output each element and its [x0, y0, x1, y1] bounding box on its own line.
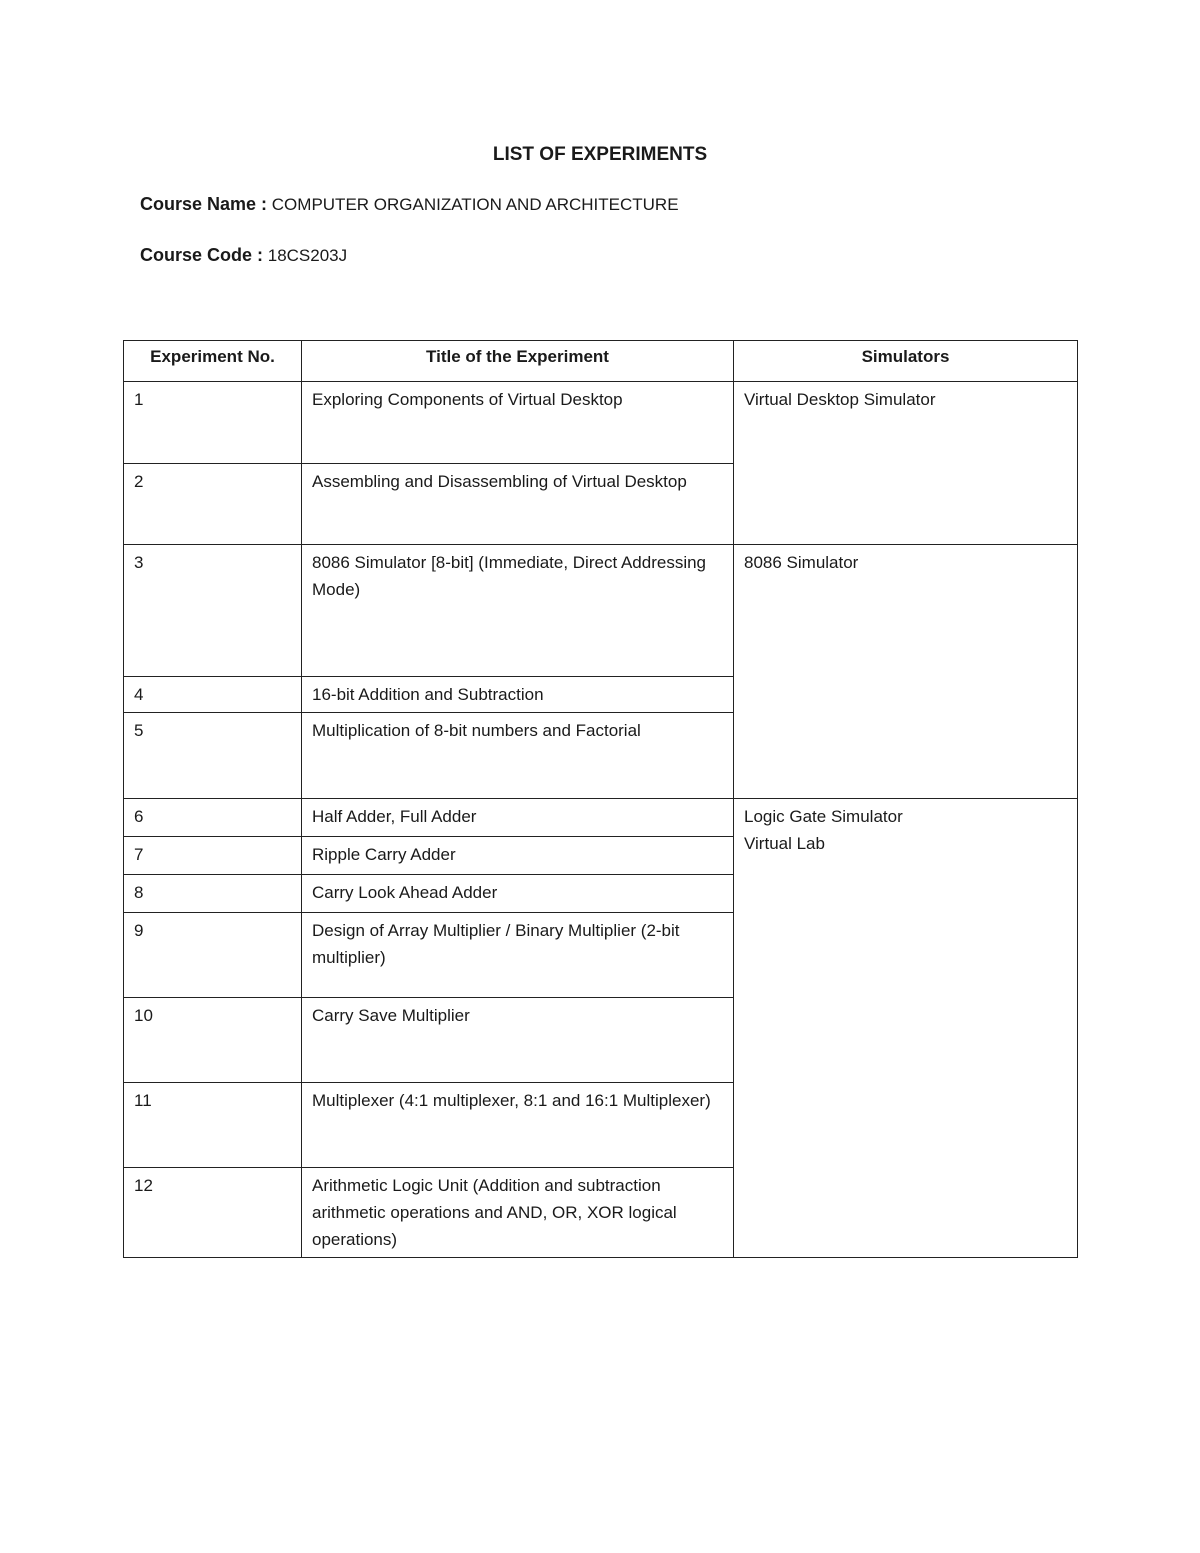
table-header-row [124, 341, 1078, 382]
experiment-title: Arithmetic Logic Unit (Addition and subtraction arithmetic operations and AND, OR, XOR logical operations) [302, 1168, 734, 1258]
course-code-value: 18CS203J [267, 246, 348, 265]
course-name-value: COMPUTER ORGANIZATION AND ARCHITECTURE [271, 195, 679, 214]
simulator-virtual-desktop: Virtual Desktop Simulator [734, 382, 1078, 545]
document-title: LIST OF EXPERIMENTS [492, 144, 708, 165]
experiment-title: Assembling and Disassembling of Virtual Desktop [302, 464, 734, 545]
experiment-no: 4 [124, 677, 302, 713]
experiment-no: 9 [124, 913, 302, 998]
experiment-no: 3 [124, 545, 302, 677]
experiment-title: Carry Save Multiplier [302, 998, 734, 1083]
simulator-logic-gate-line2: Virtual Lab [744, 834, 825, 853]
experiment-title: Exploring Components of Virtual Desktop [302, 382, 734, 464]
header-experiment-no: Experiment No. [124, 341, 302, 382]
course-name-line [140, 192, 679, 217]
experiment-no: 5 [124, 713, 302, 799]
experiment-title: Half Adder, Full Adder [302, 799, 734, 837]
experiment-title: Ripple Carry Adder [302, 837, 734, 875]
table-row [124, 545, 1078, 677]
experiment-title: Multiplication of 8-bit numbers and Factorial [302, 713, 734, 799]
experiments-table [123, 340, 1078, 1258]
table-row [124, 799, 1078, 837]
experiment-title: Design of Array Multiplier / Binary Multiplier (2-bit multiplier) [302, 913, 734, 998]
experiment-no: 10 [124, 998, 302, 1083]
experiment-no: 11 [124, 1083, 302, 1168]
simulator-logic-gate-line1: Logic Gate Simulator [744, 807, 903, 826]
experiment-no: 6 [124, 799, 302, 837]
experiment-no: 2 [124, 464, 302, 545]
experiment-no: 1 [124, 382, 302, 464]
experiment-no: 12 [124, 1168, 302, 1258]
simulator-logic-gate [734, 799, 1078, 1258]
header-title: Title of the Experiment [302, 341, 734, 382]
course-name-label: Course Name : [140, 194, 268, 214]
header-simulators: Simulators [734, 341, 1078, 382]
experiment-title: 16-bit Addition and Subtraction [302, 677, 734, 713]
table-row [124, 382, 1078, 464]
course-code-line [140, 243, 347, 268]
simulator-8086: 8086 Simulator [734, 545, 1078, 799]
experiment-title: Carry Look Ahead Adder [302, 875, 734, 913]
experiment-no: 8 [124, 875, 302, 913]
experiment-no: 7 [124, 837, 302, 875]
experiment-title: 8086 Simulator [8-bit] (Immediate, Direct Addressing Mode) [302, 545, 734, 677]
course-code-label: Course Code : [140, 245, 264, 265]
experiment-title: Multiplexer (4:1 multiplexer, 8:1 and 16:1 Multiplexer) [302, 1083, 734, 1168]
